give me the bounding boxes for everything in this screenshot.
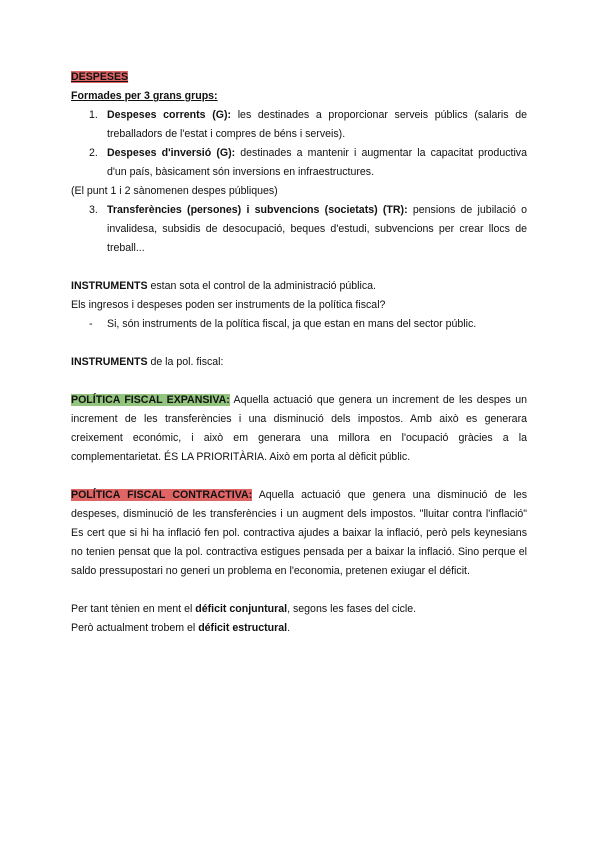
despeses-subtitle: Formades per 3 grans grups: — [71, 90, 218, 102]
despeses-note: (El punt 1 i 2 sànomenen despes públiques) — [71, 185, 278, 197]
closing-text: Però actualment trobem el — [71, 622, 199, 634]
instruments-label: INSTRUMENTS — [71, 280, 148, 292]
closing-line-2 — [71, 619, 527, 638]
list-item — [71, 201, 527, 258]
contractiva-paragraph — [71, 486, 527, 581]
instruments-answer-item — [71, 315, 527, 334]
item-text: les destinades a proporcionar serveis públics (salaris de treballadors de l'estat i compres de béns i serveis). — [107, 109, 527, 140]
list-number: 1. — [89, 109, 98, 121]
expansiva-paragraph — [71, 391, 527, 467]
expansiva-label: POLÍTICA FISCAL EXPANSIVA: — [71, 394, 230, 406]
despeses-title: DESPESES — [71, 71, 129, 83]
item-label: Despeses d'inversió (G): — [107, 147, 236, 159]
instruments2-label: INSTRUMENTS — [71, 356, 148, 368]
instruments2-text: de la pol. fiscal: — [147, 356, 224, 368]
despeses-list — [71, 106, 527, 182]
item-label: Transferències (persones) i subvencions (societats) (TR): — [107, 204, 408, 216]
expansiva-text: Aquella actuació que genera un increment de les despes un increment de les transferències i una disminució dels impostos. Amb això es generara creixement económic, i això em generara una millora en l'ocupació gràcies a la complementarietat. ÉS LA PRIORITÀRIA. Això em porta al dèficit públic. — [71, 394, 527, 463]
closing-text: Per tant tènien en ment el — [71, 603, 196, 615]
document-page — [71, 68, 527, 638]
contractiva-text: Aquella actuació que genera una disminució de les despeses, disminució de les transferències i un augment dels impostos. "lluitar contra l'inflació" Es cert que si hi ha inflació fen pol. contractiva ajudes a baixar la inflació, però pels keynesians no tenien pensat que la pol. contractiva estigues pensada per a baixar la inflació. Sino perque el saldo pressupostari no generi un problema en l'economia, pretenen exiugar el déficit. — [71, 489, 528, 577]
deficit-conjuntural: déficit conjuntural — [195, 603, 288, 615]
instruments-answer: Si, són instruments de la política fiscal, ja que estan en mans del sector públic. — [107, 318, 477, 330]
instruments-question: Els ingresos i despeses poden ser instruments de la política fiscal? — [71, 299, 386, 311]
list-number: 2. — [89, 147, 98, 159]
item-text: pensions de jubilació o invalidesa, subsidis de desocupació, beques d'estudi, subvencions per crear llocs de treball... — [107, 204, 527, 254]
item-text: destinades a mantenir i augmentar la capacitat productiva d'un país, bàsicament són inversions en infraestructures. — [107, 147, 527, 178]
closing-line-1 — [71, 600, 527, 619]
contractiva-label: POLÍTICA FISCAL CONTRACTIVA: — [71, 489, 253, 501]
item-label: Despeses corrents (G): — [107, 109, 232, 121]
dash-bullet: - — [89, 318, 93, 330]
list-item — [71, 144, 527, 182]
closing-text: . — [287, 622, 291, 634]
closing-text: , segons les fases del cicle. — [287, 603, 417, 615]
list-number: 3. — [89, 204, 98, 216]
deficit-estructural: déficit estructural — [198, 622, 288, 634]
list-item — [71, 106, 527, 144]
instruments-text: estan sota el control de la administració pública. — [147, 280, 376, 292]
despeses-list-continued — [71, 201, 527, 258]
